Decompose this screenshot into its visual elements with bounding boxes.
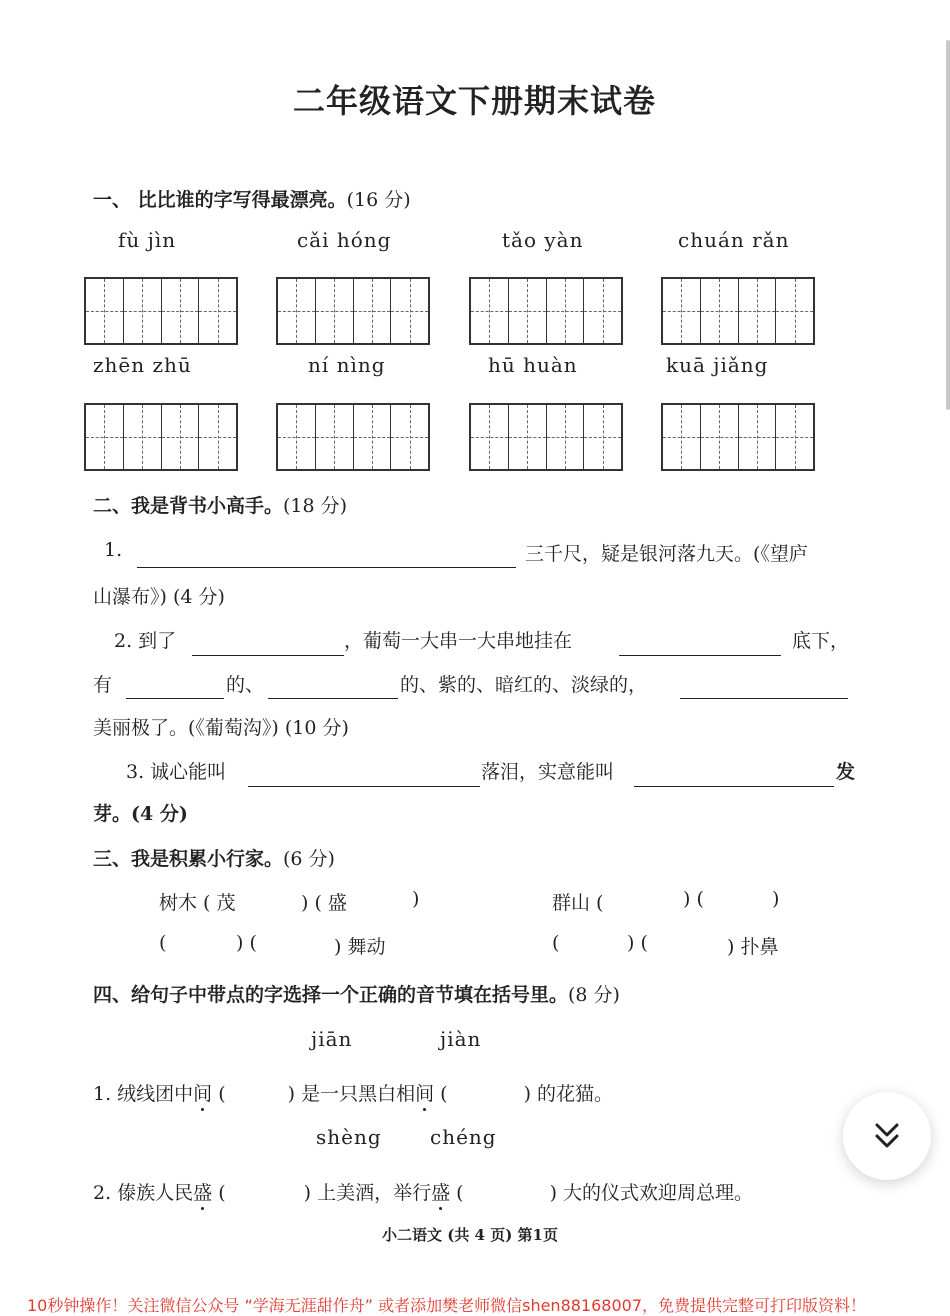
answer-blank[interactable] [680,698,848,699]
idiom-3-a[interactable]: ( [159,932,167,954]
q2-1-number: 1. [104,539,123,561]
section-3-title: 三、我是积累小行家。 [93,848,284,870]
q2-2-end: 底下， [792,630,850,652]
q2-1-wrap: 山瀑布》) (4 分) [93,586,225,608]
writing-grid[interactable] [469,403,623,471]
idiom-4-b[interactable]: ) ( [627,932,648,954]
section-1-title: 一、 比比谁的字写得最漂亮。 [93,189,347,211]
idiom-2-b[interactable]: ) ( [683,888,704,910]
idiom-4-c: ) 扑鼻 [727,936,779,958]
pinyin-option-jian1: jiān [311,1027,353,1051]
section-1-points: (16 分) [346,189,411,211]
section-3-points: (6 分) [283,848,335,870]
section-2-title: 二、我是背书小高手。 [93,495,284,517]
page-footer: 小二语文 (共 4 页) 第1页 [382,1226,558,1244]
section-1-heading [93,185,411,212]
answer-blank[interactable] [126,698,224,699]
q2-3-wrap: 芽。(4 分) [93,803,188,825]
pinyin-1-3: tǎo yàn [502,228,584,252]
idiom-2-c: ) [772,888,780,910]
idiom-1-c: ) [412,888,420,910]
dotted-character: 盛 [431,1178,450,1205]
q2-2-line2-c: 的、紫的、暗红的、淡绿的， [400,674,648,696]
pinyin-2-3: hū huàn [488,353,578,377]
idiom-1-b: ) ( 盛 [301,892,347,914]
pinyin-option-cheng: chéng [430,1125,497,1149]
pinyin-2-1: zhēn zhū [93,353,192,377]
writing-grid[interactable] [469,277,623,345]
dotted-character: 盛 [193,1178,212,1205]
scrollbar[interactable] [946,40,950,410]
section-2-points: (18 分) [283,495,348,517]
q2-2-line2-b: 的、 [226,674,265,696]
idiom-4-a[interactable]: ( [552,932,560,954]
writing-grid[interactable] [276,277,430,345]
q2-3-mid: 落泪，实意能叫 [481,761,615,783]
writing-grid[interactable] [276,403,430,471]
q4-1-sentence: 1. 绒线团中间 ( ) 是一只黑白相间 ( ) 的花猫。 [93,1079,613,1106]
section-4-title: 四、给句子中带点的字选择一个正确的音节填在括号里。 [93,984,569,1006]
q2-2-line3: 美丽极了。(《葡萄沟》) (10 分) [93,717,349,739]
answer-blank[interactable] [268,698,398,699]
pinyin-1-1: fù jìn [118,228,177,252]
dotted-character: 间 [193,1079,212,1106]
page-title: 二年级语文下册期末试卷 [293,82,657,120]
pinyin-option-jian4: jiàn [440,1027,482,1051]
pinyin-2-4: kuā jiǎng [666,353,769,377]
chevron-double-down-icon [870,1119,904,1153]
writing-grid[interactable] [84,403,238,471]
q2-2-line2-a: 有 [93,674,113,696]
q2-3-end: 发 [836,761,856,783]
q2-2-start: 2. 到了 [114,630,177,652]
pinyin-1-2: cǎi hóng [297,228,392,252]
idiom-2-a[interactable]: 群山 ( [552,892,604,914]
q2-2-mid: ，葡萄一大串一大串地挂在 [344,630,573,652]
q2-1-text: 三千尺，疑是银河落九天。(《望庐 [525,543,808,565]
writing-grid[interactable] [84,277,238,345]
scroll-down-button[interactable] [843,1092,931,1180]
section-4-points: (8 分) [568,984,620,1006]
section-3-heading [93,844,335,871]
promo-banner[interactable]: 10秒钟操作！关注微信公众号 “学海无涯甜作舟” 或者添加樊老师微信shen88168007，免费提供完整可打印版资料！ [27,1296,867,1315]
answer-blank[interactable] [248,786,480,787]
q2-3-start: 3. 诚心能叫 [126,761,227,783]
section-4-heading [93,980,620,1007]
answer-blank[interactable] [619,655,781,656]
answer-blank[interactable] [192,655,344,656]
idiom-1-a: 树木 ( 茂 [159,892,236,914]
pinyin-option-sheng: shèng [316,1125,382,1149]
dotted-character: 间 [415,1079,434,1106]
q4-2-sentence: 2. 傣族人民盛 ( ) 上美酒，举行盛 ( ) 大的仪式欢迎周总理。 [93,1178,753,1205]
writing-grid[interactable] [661,277,815,345]
section-2-heading [93,491,347,518]
writing-grid[interactable] [661,403,815,471]
idiom-3-c: ) 舞动 [334,936,386,958]
idiom-3-b[interactable]: ) ( [236,932,257,954]
answer-blank[interactable] [634,786,834,787]
pinyin-1-4: chuán rǎn [678,228,790,252]
pinyin-2-2: ní nìng [308,353,386,377]
answer-blank[interactable] [137,567,516,568]
